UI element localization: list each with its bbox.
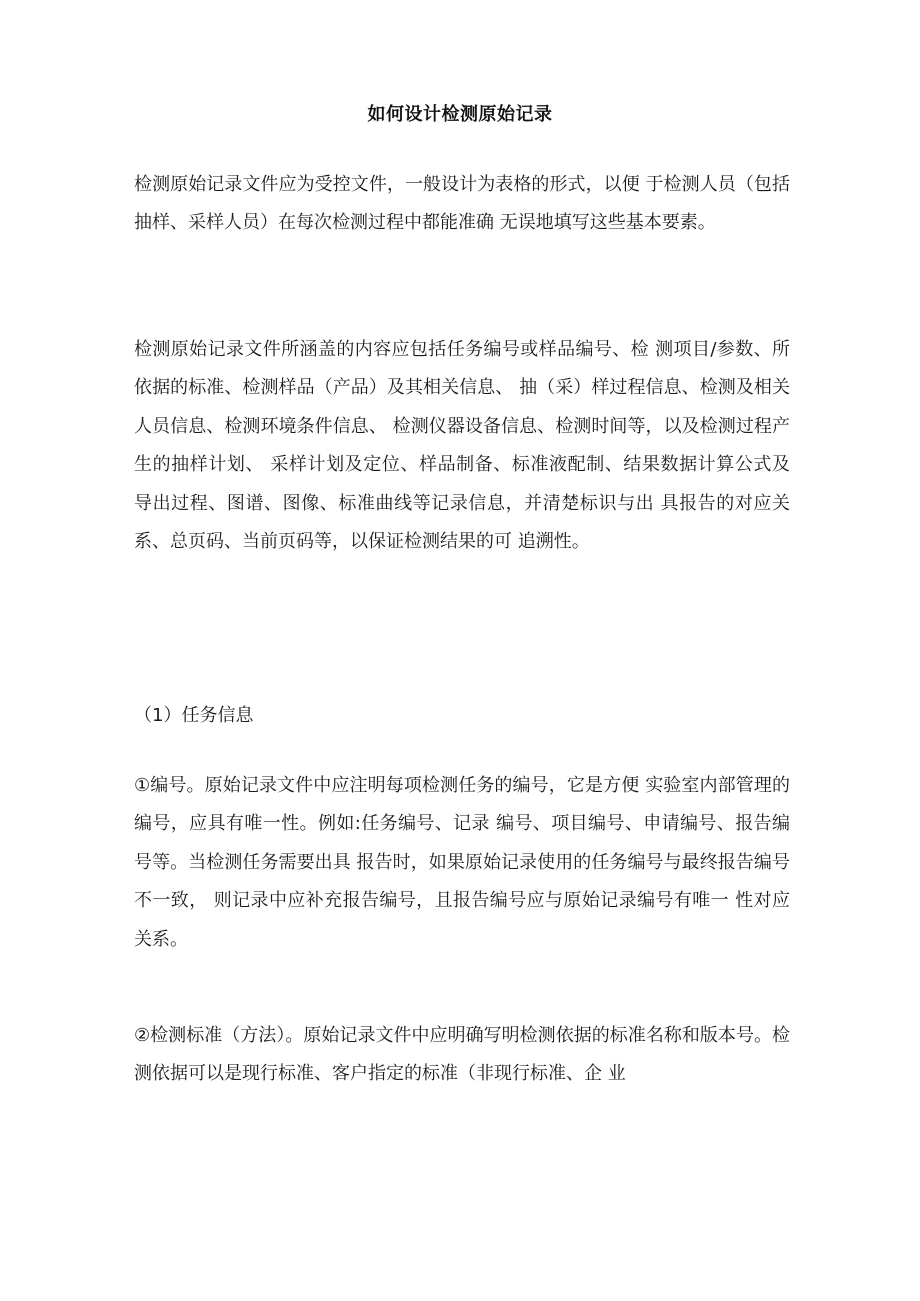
paragraph-standard: ②检测标准（方法）。原始记录文件中应明确写明检测依据的标准名称和版本号。检测依据可以是现行标准、客户指定的标准（非现行标准、企 业 [134,1025,790,1085]
paragraph-content: 检测原始记录文件所涵盖的内容应包括任务编号或样品编号、检 测项目/参数、所依据的标准、检测样品（产品）及其相关信息、 抽（采）样过程信息、检测及相关人员信息、检测环境条件信息、 检测仪器设备信息、检测时间等，以及检测过程产生的抽样计划、 采样计划及定位、样品制备、标准液配制、结果数据计算公式及 导出过程、图谱、图像、标准曲线等记录信息，并清楚标识与出 具报告的对应关系、总页码、当前页码等，以保证检测结果的可 追溯性。 [134,339,790,553]
paragraph-intro: 检测原始记录文件应为受控文件，一般设计为表格的形式，以便 于检测人员（包括抽样、采样人员）在每次检测过程中都能准确 无误地填写这些基本要素。 [134,174,790,234]
paragraph-numbering: ①编号。原始记录文件中应注明每项检测任务的编号，它是方便 实验室内部管理的编号，应具有唯一性。例如:任务编号、记录 编号、项目编号、申请编号、报告编号等。当检测任务需要出具 报告时，如果原始记录使用的任务编号与最终报告编号不一致， 则记录中应补充报告编号，且报告编号应与原始记录编号有唯一 性对应关系。 [134,775,790,950]
section-heading-task-info: （1）任务信息 [134,705,254,726]
document-title: 如何设计检测原始记录 [367,104,553,125]
